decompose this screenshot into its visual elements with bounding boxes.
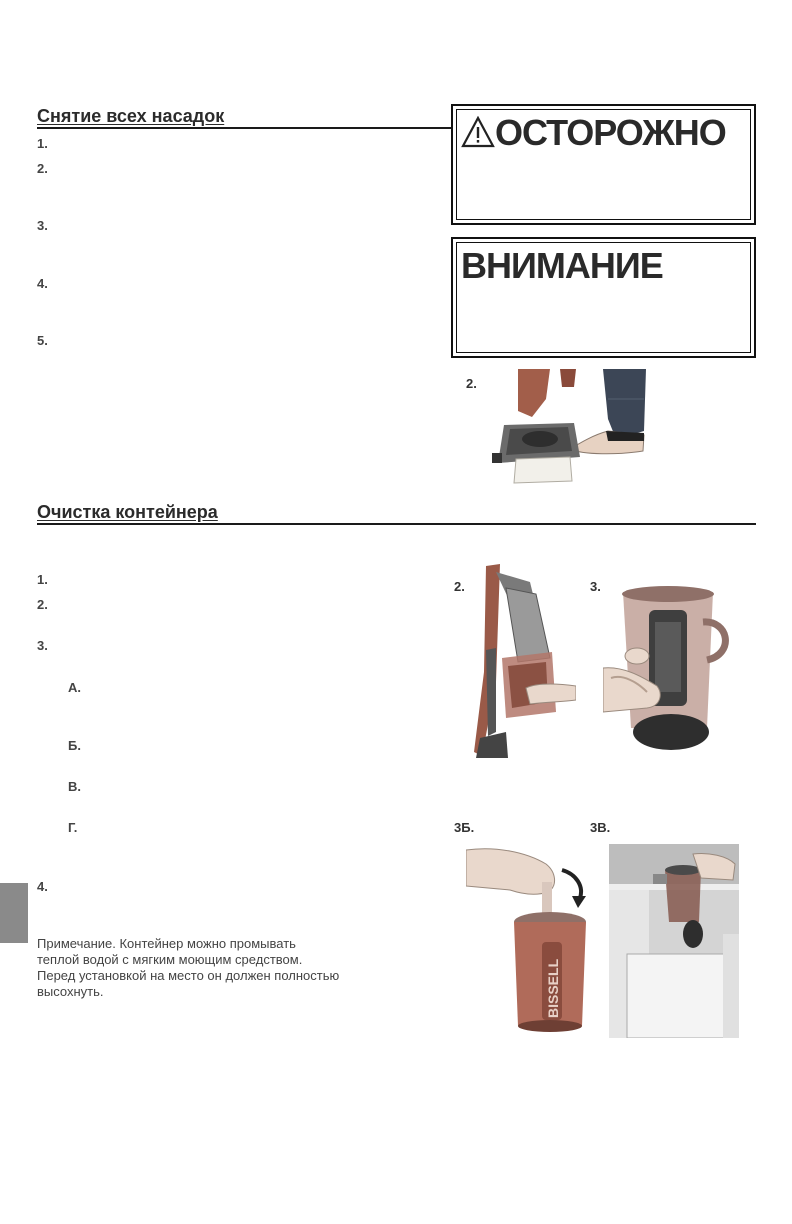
step-number: 3. [37,218,48,233]
figure-container-filter [603,582,735,758]
section-heading-remove-attachments: Снятие всех насадок [37,106,225,126]
step-number: 3. [37,638,48,653]
caution-title: ОСТОРОЖНО [495,112,726,153]
figure-vacuum-container-release [466,562,576,758]
heading-rule [37,523,756,525]
caution-box [451,104,756,225]
section-heading-clean-container: Очистка контейнера [37,502,218,522]
attention-box [451,237,756,358]
figure-vacuum-foot-release [488,369,648,484]
brand-label: BISSELL [545,958,561,1018]
step-number: 1. [37,136,48,151]
heading-rule [37,127,451,129]
attention-title: ВНИМАНИЕ [461,245,663,286]
figure-label: 3Б. [454,820,475,835]
figure-label: 2. [466,376,477,391]
substep-letter: Г. [68,820,78,835]
figure-label: 2. [454,579,465,594]
figure-empty-into-bin [609,844,739,1038]
figure-label: 3В. [590,820,611,835]
substep-letter: В. [68,779,81,794]
step-number: 5. [37,333,48,348]
step-number: 4. [37,879,48,894]
step-number: 4. [37,276,48,291]
step-number: 1. [37,572,48,587]
step-number: 2. [37,161,48,176]
side-tab [0,883,28,943]
note-text: Примечание. Контейнер можно промывать теплой водой с мягким моющим средством. Перед установкой на место он должен полностью высохнуть. [37,936,340,999]
figure-label: 3. [590,579,601,594]
step-number: 2. [37,597,48,612]
warning-triangle-icon [461,116,495,148]
substep-letter: Б. [68,738,81,753]
substep-letter: А. [68,680,81,695]
figure-remove-filter [466,846,606,1036]
